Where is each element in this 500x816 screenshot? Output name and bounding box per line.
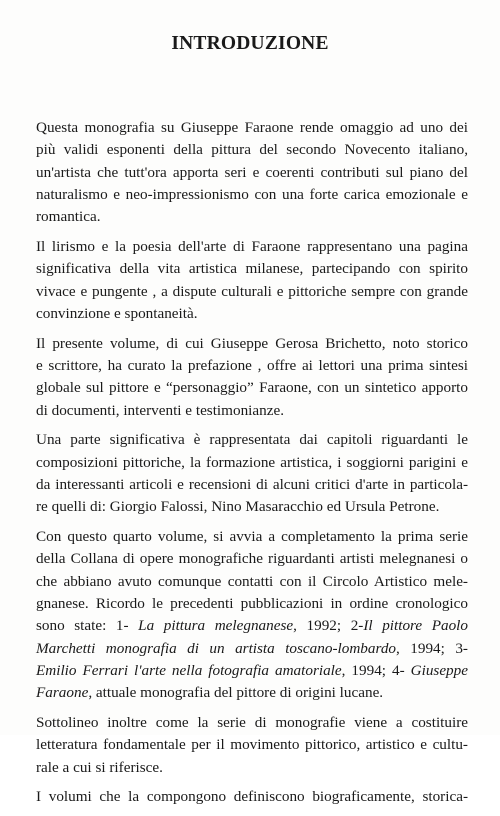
text-run: , 1992; 2- bbox=[293, 617, 364, 635]
text-line: letteratura fondamentale per il movimento pittorico, artistico e cultu- bbox=[36, 736, 468, 754]
paragraph bbox=[36, 333, 468, 422]
text-line: della Collana di opere monografiche riguardanti artisti melegnanesi o bbox=[36, 550, 468, 568]
paragraph bbox=[36, 236, 468, 325]
italic-title: Marchetti monografia di un artista toscano-lombardo bbox=[36, 639, 397, 657]
text-line: Questa monografia su Giuseppe Faraone rende omaggio ad uno dei bbox=[36, 119, 468, 136]
text-line: gnanese. Ricordo le precedenti pubblicazioni in ordine cronologico bbox=[36, 594, 468, 612]
text-line: rale a cui si riferisce. bbox=[36, 758, 163, 776]
text-line: Con questo quarto volume, si avvia a completamento la prima serie bbox=[36, 528, 468, 546]
body-text bbox=[36, 117, 468, 816]
text-line: più validi esponenti della pittura del secondo Novecento italiano, bbox=[36, 141, 468, 159]
text-line bbox=[36, 682, 468, 704]
text-run: sono state: 1- bbox=[36, 617, 139, 635]
italic-title: Giuseppe bbox=[410, 661, 468, 679]
text-line bbox=[36, 660, 468, 682]
text-line: romantica. bbox=[36, 208, 101, 226]
paragraph bbox=[36, 786, 468, 808]
text-line: e scrittore, ha curato la prefazione , offre ai lettori una prima sintesi bbox=[36, 356, 468, 374]
text-line: vivace e pungente , a dispute culturali e pittoriche sempre con grande bbox=[36, 282, 468, 300]
text-line: re quelli di: Giorgio Falossi, Nino Masaracchio ed Ursula Petrone. bbox=[36, 498, 440, 516]
text-line: Sottolineo inoltre come la serie di monografie viene a costituire bbox=[36, 713, 468, 731]
text-line bbox=[36, 615, 468, 637]
text-line: I volumi che la compongono definiscono biograficamente, storica- bbox=[36, 788, 468, 806]
text-line bbox=[36, 638, 468, 660]
page-title: INTRODUZIONE bbox=[171, 33, 329, 54]
italic-title: Il pittore Paolo bbox=[363, 617, 468, 635]
text-line: da interessanti articoli e recensioni di alcuni critici d'arte in particola- bbox=[36, 475, 468, 493]
text-line: che abbiano avuto comunque contatti con il Circolo Artistico mele- bbox=[36, 572, 468, 590]
paragraph bbox=[36, 429, 468, 518]
paragraph bbox=[36, 526, 468, 704]
text-line: Il presente volume, di cui Giuseppe Gerosa Brichetto, noto storico bbox=[36, 334, 468, 352]
text-line: convinzione e spontaneità. bbox=[36, 304, 198, 322]
text-run: , 1994; 3- bbox=[396, 639, 468, 657]
text-run: , attuale monografia del pittore di origini lucane. bbox=[88, 684, 384, 702]
text-line: Una parte significativa è rappresentata dai capitoli riguardanti le bbox=[36, 431, 468, 449]
paragraph bbox=[36, 117, 468, 228]
paragraph bbox=[36, 712, 468, 779]
text-line: composizioni pittoriche, la formazione artistica, i soggiorni parigini e bbox=[36, 453, 468, 471]
text-line: Il lirismo e la poesia dell'arte di Faraone rappresentano una pagina bbox=[36, 237, 468, 255]
text-line: naturalismo e neo-impressionismo con una forte carica emozionale e bbox=[36, 185, 468, 203]
italic-title: La pittura melegnanese bbox=[138, 617, 294, 635]
text-line: di documenti, interventi e testimonianze. bbox=[36, 401, 284, 419]
text-run: , 1994; 4- bbox=[341, 661, 411, 679]
text-line: un'artista che tutt'ora apporta seri e coerenti contributi sul piano del bbox=[36, 163, 468, 181]
text-line: significativa della vita artistica milanese, partecipando con spirito bbox=[36, 260, 468, 278]
text-line: globale sul pittore e “personaggio” Faraone, con un sintetico apporto bbox=[36, 379, 468, 397]
italic-title: Faraone bbox=[36, 684, 89, 702]
italic-title: Emilio Ferrari l'arte nella fotografia amatoriale bbox=[36, 661, 342, 679]
